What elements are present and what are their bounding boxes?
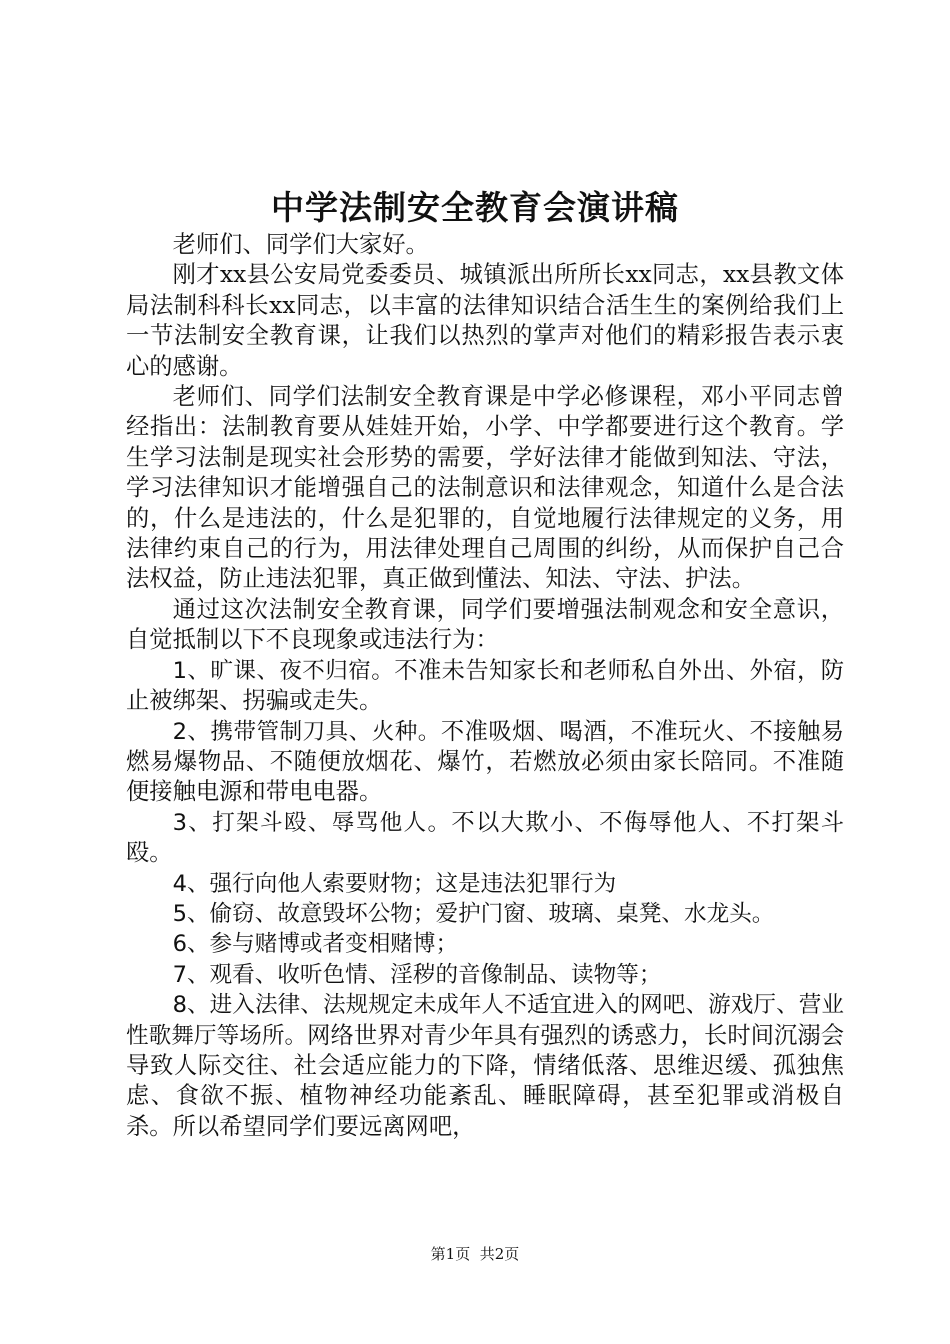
main-paragraph: 老师们、同学们法制安全教育课是中学必修课程，邓小平同志曾经指出：法制教育要从娃娃开始，小学、中学都要进行这个教育。学生学习法制是现实社会形势的需要，学好法律才能做到知法、守法，学习法律知识才能增强自己的法制意识和法律观念，知道什么是合法的，什么是违法的，什么是犯罪的，自觉地履行法律规定的义务，用法律约束自己的行为，用法律处理自己周围的纠纷，从而保护自己合法权益，防止违法犯罪，真正做到懂法、知法、守法、护法。 [126,383,844,593]
list-item [126,960,844,990]
list-item-heading: 8、进入法律、法规规定未成年人不适宜进入的网吧、游戏厅、营业性歌舞厅等场所。 [126,992,844,1049]
list-item-heading: 6、参与赌博或者变相赌博； [172,931,459,958]
list-item-text: 不准吸烟、喝酒，不准玩火、不接触易燃易爆物品、不随便放烟花、爆竹，若燃放必须由家长陪同。不准随便接触电源和带电电器。 [126,717,845,806]
list-item-heading: 1、旷课、夜不归宿。 [172,657,395,684]
list-item-text: 不以大欺小、不侮辱他人、不打架斗殴。 [126,808,845,867]
list-item [126,929,844,959]
list-item [126,717,844,808]
list-item-heading: 7、观看、收听色情、淫秽的音像制品、读物等； [172,961,662,988]
list-item-heading: 5、偷窃、故意毁坏公物；爱护门窗、玻璃、桌凳、水龙头。 [172,900,775,927]
list-item-heading: 3、打架斗殴、辱骂他人。 [172,809,452,836]
list-item-text: 网络世界对青少年具有强烈的诱惑力，长时间沉溺会导致人际交往、社会适应能力的下降，情绪低落、思维迟缓、孤独焦虑、食欲不振、植物神经功能紊乱、睡眠障碍，甚至犯罪或消极自杀。所以希望同学们要远离网吧， [126,1021,845,1140]
intro-paragraph: 刚才xx县公安局党委委员、城镇派出所所长xx同志，xx县教文体局法制科科长xx同志，以丰富的法律知识结合活生生的案例给我们上一节法制安全教育课，让我们以热烈的掌声对他们的精彩报告表示衷心的感谢。 [126,261,844,380]
list-item [126,990,844,1142]
document-body [126,230,844,1142]
greeting-paragraph: 老师们、同学们大家好。 [172,231,429,258]
page-total: 共2页 [479,1245,520,1263]
list-item-text: 不准未告知家长和老师私自外出、外宿，防止被绑架、拐骗或走失。 [126,656,845,715]
list-intro-paragraph: 通过这次法制安全教育课，同学们要增强法制观念和安全意识，自觉抵制以下不良现象或违法行为： [126,595,844,654]
list-item [126,899,844,929]
list-item [126,869,844,899]
page-number: 第1页 [430,1245,471,1263]
list-item-heading: 4、强行向他人索要财物；这是违法犯罪行为 [172,870,617,897]
document-title: 中学法制安全教育会演讲稿 [271,188,679,227]
list-item-heading: 2、携带管制刀具、火种。 [172,718,441,745]
list-item [126,656,844,717]
list-item [126,808,844,869]
page-footer [0,1244,950,1264]
